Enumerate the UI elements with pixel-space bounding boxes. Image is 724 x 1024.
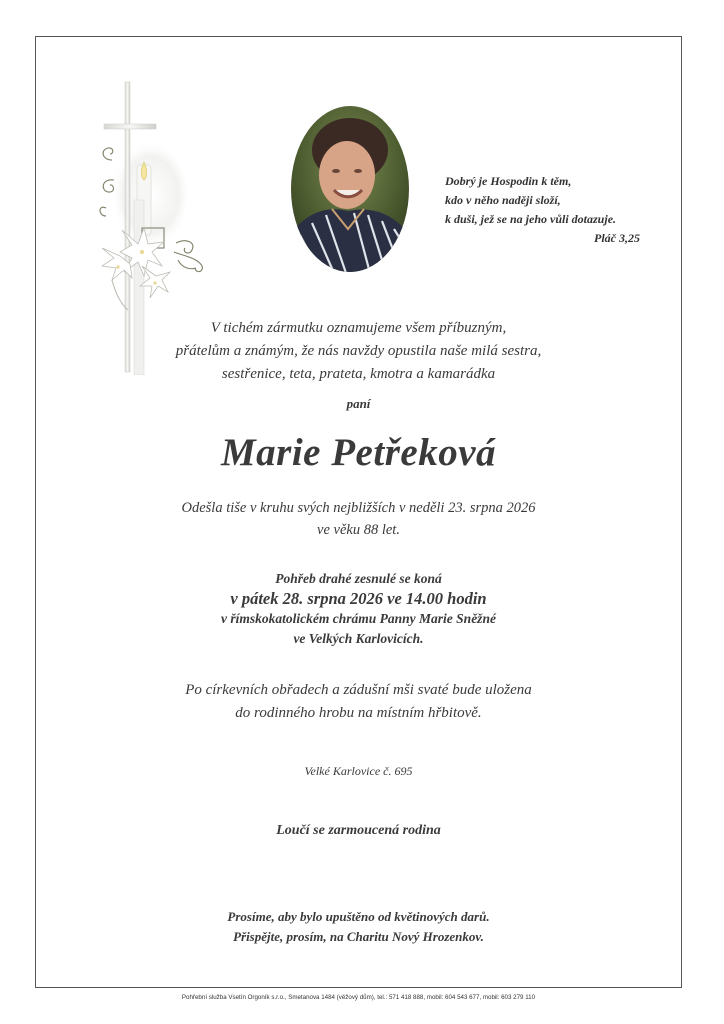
deceased-name: Marie Petřeková xyxy=(220,431,496,474)
donation-request xyxy=(35,907,682,947)
death-line: Odešla tiše v kruhu svých nejbližších v neděli 23. srpna 2026 xyxy=(181,500,536,516)
funeral-line: Pohřeb drahé zesnulé se koná xyxy=(275,571,442,586)
funeral-service-footer: Pohřební služba Vsetín Orgoník s.r.o., Smetanova 1484 (věžový dům), tel.: 571 418 888, mobil: 604 543 677, mobil: 603 279 110 xyxy=(181,994,536,1001)
request-line: Prosíme, aby bylo upuštěno od květinových darů. xyxy=(227,909,490,924)
burial-line: do rodinného hrobu na místním hřbitově. xyxy=(235,705,482,721)
funeral-details xyxy=(35,569,682,649)
bible-quote xyxy=(445,172,640,248)
title-word: paní xyxy=(346,396,371,411)
quote-line: Dobrý je Hospodin k těm, xyxy=(445,174,572,188)
announcement-intro xyxy=(35,317,682,386)
burial-details xyxy=(35,679,682,725)
quote-reference: Pláč 3,25 xyxy=(594,231,640,245)
funeral-line: v římskokatolickém chrámu Panny Marie Sněžné xyxy=(221,611,496,626)
burial-line: Po církevních obřadech a zádušní mši svaté bude uložena xyxy=(185,682,532,698)
portrait-photo xyxy=(290,105,410,273)
family-farewell: Loučí se zarmoucená rodina xyxy=(276,823,441,838)
death-line: ve věku 88 let. xyxy=(317,522,400,538)
request-line: Přispějte, prosím, na Charitu Nový Hrozenkov. xyxy=(233,929,484,944)
intro-line: přátelům a známým, že nás navždy opustila naše milá sestra, xyxy=(175,343,542,359)
intro-line: sestřenice, teta, prateta, kmotra a kamarádka xyxy=(221,366,496,382)
quote-line: k duši, jež se na jeho vůli dotazuje. xyxy=(445,212,617,226)
funeral-date-line: v pátek 28. srpna 2026 ve 14.00 hodin xyxy=(230,589,487,608)
funeral-line: ve Velkých Karlovicích. xyxy=(293,631,424,646)
quote-line: kdo v něho naději složí, xyxy=(445,193,561,207)
intro-line: V tichém zármutku oznamujeme všem příbuzným, xyxy=(210,320,507,336)
family-address: Velké Karlovice č. 695 xyxy=(304,764,413,778)
death-details xyxy=(35,497,682,541)
